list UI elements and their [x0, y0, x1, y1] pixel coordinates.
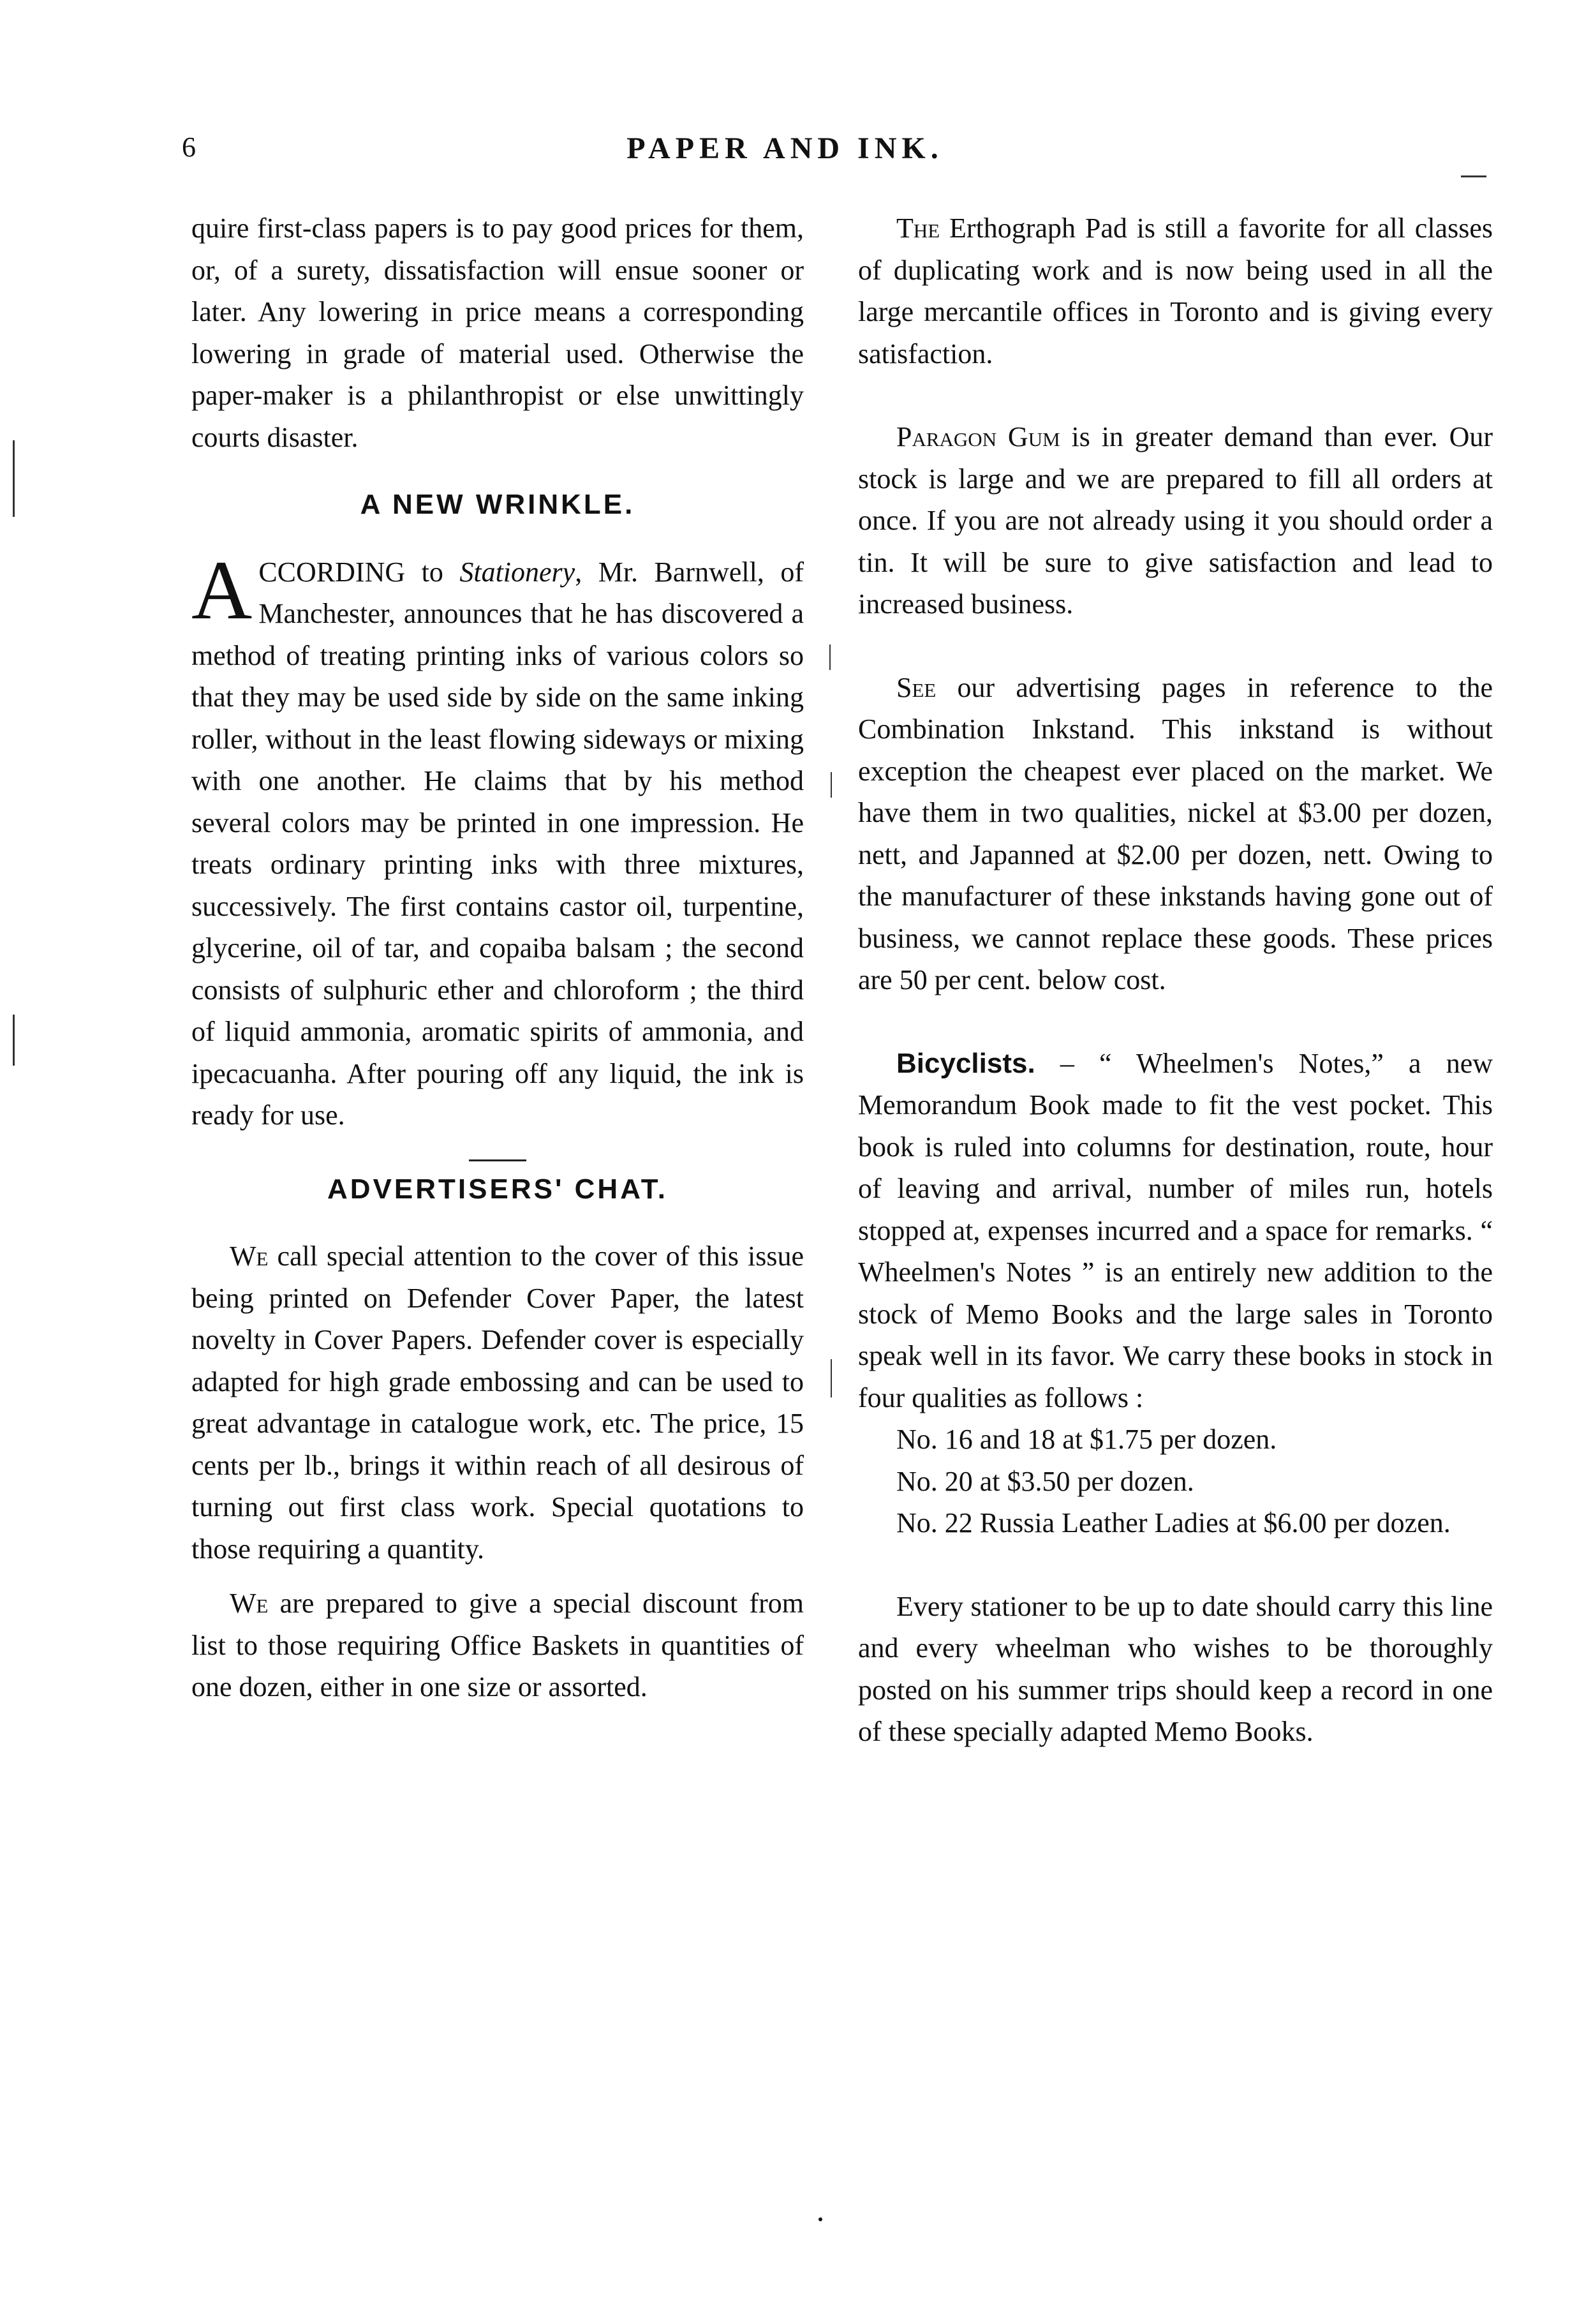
erthograph-paragraph	[858, 207, 1493, 375]
inkstand-body: our advertising pages in reference to the Combination Inkstand. This inkstand is without exception the cheapest ever placed on the market. We have them in two qualities, nickel at $3.00 per dozen, nett, and Japanned at $2.00 per dozen, nett. Owing to the manufacturer of these inkstands having gone out of business, we cannot replace these goods. These prices are 50 per cent. below cost.	[858, 671, 1493, 995]
heading-advertisers-chat: ADVERTISERS' CHAT.	[327, 1173, 668, 1205]
left-column	[191, 207, 804, 1708]
continued-paragraph: quire first-class papers is to pay good prices for them, or, of a surety, dissatisfaction will ensue sooner or later. Any lowering in price means a corresponding lowering in grade of material used. Otherwise the paper-maker is a philanthropist or else unwittingly courts disaster.	[191, 212, 804, 453]
price-line-1: No. 16 and 18 at $1.75 per dozen.	[896, 1424, 1277, 1455]
erthograph-body: Erthograph Pad is still a favorite for all classes of duplicating work and is now being used in all the large mercantile offices in Toronto and is giving every satisfaction.	[858, 212, 1493, 369]
price-line-3: No. 22 Russia Leather Ladies at $6.00 per dozen.	[896, 1507, 1451, 1538]
drop-cap: A	[191, 542, 253, 637]
wrinkle-to: to	[405, 556, 460, 588]
paragon-paragraph	[858, 416, 1493, 625]
heading-new-wrinkle: A NEW WRINKLE.	[360, 489, 635, 520]
bicyclists-dash: –	[1035, 1047, 1099, 1079]
price-line-2: No. 20 at $3.50 per dozen.	[896, 1465, 1194, 1497]
source-title: Stationery	[459, 556, 575, 588]
closing-paragraph: Every stationer to be up to date should carry this line and every wheelman who wishes to be thoroughly posted on his summer trips should keep a record in one of these specially adapted Memo Books.	[858, 1590, 1493, 1747]
chat-body-1: call special attention to the cover of this issue being printed on Defender Cover Paper, the latest novelty in Cover Papers. Defender cover is especially adapted for high grade embossing and can be used to great advantage in catalogue work, etc. The price, 15 cents per lb., brings it within reach of all desirous of turning out first class work. Special quotations to those requiring a quantity.	[191, 1240, 804, 1565]
scan-mark	[13, 1015, 15, 1066]
page-header	[0, 131, 1570, 175]
lead-word: We	[230, 1588, 269, 1619]
lead-word: Paragon Gum	[896, 421, 1060, 452]
scan-mark	[13, 440, 15, 517]
section-divider	[191, 1143, 804, 1162]
lead-word: See	[896, 671, 937, 703]
bicyclists-lead: Bicyclists.	[896, 1047, 1035, 1079]
chat-body-2: are prepared to give a special discount from list to those requiring Office Baskets in quantities of one dozen, either in one size or assorted.	[191, 1588, 804, 1702]
bicyclists-body: “ Wheelmen's Notes,” a new Memorandum Book made to fit the vest pocket. This book is ruled into columns for destination, route, hour of leaving and arrival, number of miles run, hotels stopped at, expenses incurred and a space for remarks. “ Wheelmen's Notes ” is an entirely new addition to the stock of Memo Books and the large sales in Toronto speak well in its favor. We carry these books in stock in four qualities as follows :	[858, 1047, 1493, 1413]
chat-paragraph-2	[191, 1583, 804, 1708]
page-number: 6	[182, 131, 196, 163]
lead-caps: CCORDING	[258, 556, 406, 588]
wrinkle-body: , Mr. Barnwell, of Manchester, announces that he has discovered a method of treating printing inks of various colors so that they may be used side by side on the same inking roller, without in the least flowing sideways or mixing with one another. He claims that by his method several colors may be printed in one impression. He treats ordinary printing inks with three mixtures, successively. The first contains castor oil, turpentine, glycerine, oil of tar, and copaiba balsam ; the second consists of sulphuric ether and chloroform ; the third of liquid ammonia, aromatic spirits of ammonia, and ipecacuanha. After pouring off any liquid, the ink is ready for use.	[191, 556, 804, 1131]
paragon-body: is in greater demand than ever. Our stock is large and we are prepared to fill all orders at once. If you are not already using it you should order a tin. It will be sure to give satisfaction and lead to increased business.	[858, 421, 1493, 620]
gutter-mark	[831, 772, 832, 798]
right-column	[858, 207, 1493, 1753]
chat-paragraph-1	[191, 1235, 804, 1570]
print-dot	[818, 2217, 822, 2221]
lead-word: The	[896, 212, 940, 244]
wrinkle-paragraph	[191, 542, 804, 1136]
running-title: PAPER AND INK.	[626, 131, 944, 165]
inkstand-paragraph	[858, 667, 1493, 1001]
header-dash	[1461, 175, 1486, 177]
lead-word: We	[230, 1240, 269, 1272]
gutter-mark	[831, 1359, 832, 1397]
bicyclists-paragraph	[858, 1043, 1493, 1419]
gutter-mark	[829, 644, 831, 670]
